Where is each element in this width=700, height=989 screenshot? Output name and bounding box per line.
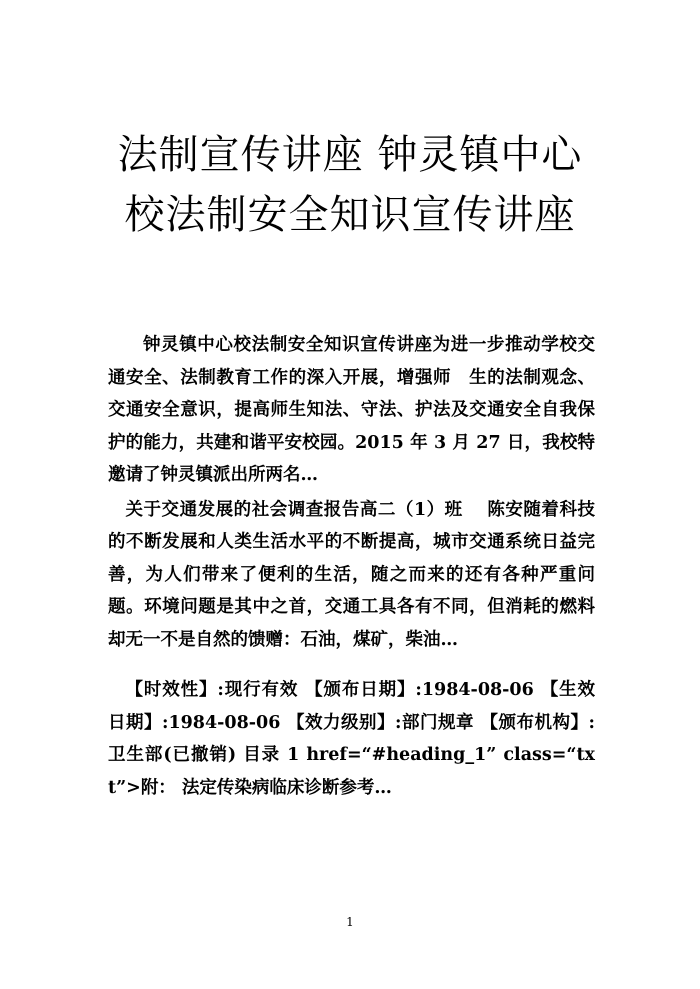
document-title xyxy=(70,125,630,245)
page-number: 1 xyxy=(346,915,354,929)
title-line-1: 法制宣传讲座 钟灵镇中心 xyxy=(117,132,583,178)
paragraph-lecture: 钟灵镇中心校法制安全知识宣传讲座为进一步推动学校交通安全、法制教育工作的深入开展，增强师 生的法制观念、交通安全意识，提高师生知法、守法、护法及交通安全自我保护的能力，共建和谐平安校园。2015 年 3 月 27 日，我校特 邀请了钟灵镇派出所两名… xyxy=(108,335,595,485)
paragraph-regulation: 【时效性】:现行有效 【颁布日期】:1984-08-06 【生效日期】:1984-08-06 【效力级别】:部门规章 【颁布机构】:卫生部(已撤销) 目录 1 href=“#heading_1” class=“txt”>附： 法定传染病临床诊断参考… xyxy=(108,680,595,798)
document-body xyxy=(108,329,595,804)
title-line-2: 校法制安全知识宣传讲座 xyxy=(124,192,576,238)
paragraph-traffic-report: 关于交通发展的社会调查报告高二（1）班 陈安随着科技的不断发展和人类生活水平的不断提高，城市交通系统日益完善，为人们带来了便利的生活，随之而来的还有各种严重问题。环境问题是其中之首，交通工具各有不同，但消耗的燃料却无一不是自然的馈赠：石油，煤矿，柴油… xyxy=(108,499,595,650)
